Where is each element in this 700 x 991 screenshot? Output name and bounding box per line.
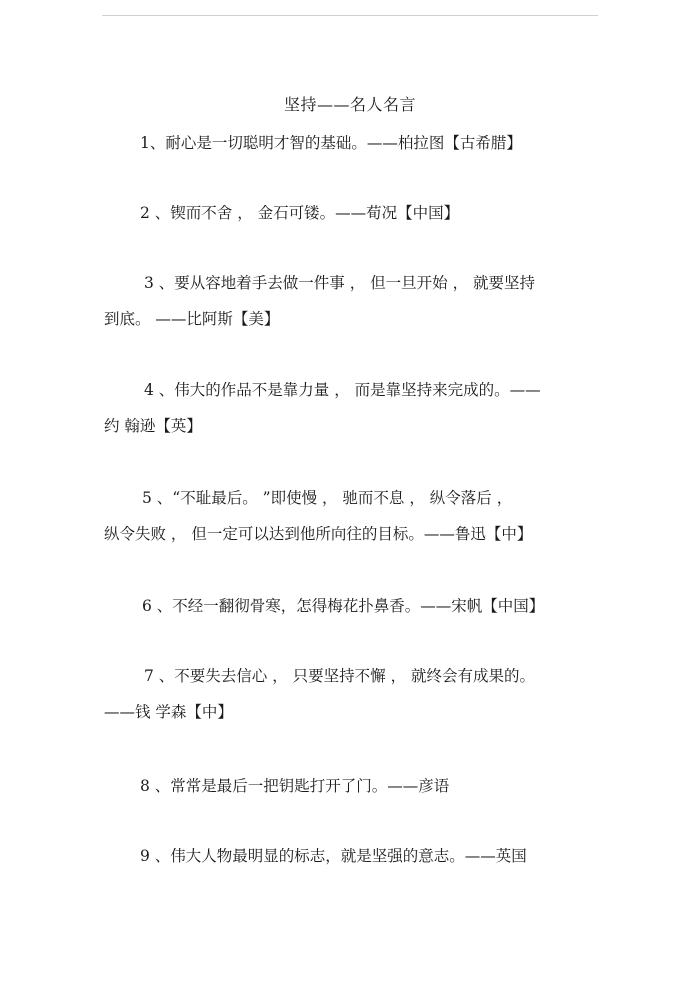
quote-item xyxy=(140,838,527,874)
quote-line: 9 、伟大人物最明显的标志，就是坚强的意志。——英国 xyxy=(140,847,527,865)
quote-line: 纵令失败 ， 但一定可以达到他所向往的目标。——鲁迅【中】 xyxy=(104,525,533,543)
quote-line: 1、耐心是一切聪明才智的基础。——柏拉图【古希腊】 xyxy=(140,134,522,152)
quote-item xyxy=(140,768,449,804)
quote-item xyxy=(140,125,522,161)
quote-line: 6 、不经一翻彻骨寒，怎得梅花扑鼻香。——宋帆【中国】 xyxy=(142,597,545,615)
quote-line: 5 、“不耻最后。 ”即使慢 ， 驰而不息 ， 纵令落后 ， xyxy=(142,489,513,507)
quote-line: 2 、锲而不舍 ， 金石可镂。——荀况【中国】 xyxy=(140,204,460,222)
quote-line: 8 、常常是最后一把钥匙打开了门。——彦语 xyxy=(140,777,450,795)
header-rule xyxy=(102,15,598,16)
quote-line: 3 、要从容地着手去做一件事 ， 但一旦开始 ， 就要坚持 xyxy=(144,274,535,292)
quote-line: 4 、伟大的作品不是靠力量 ， 而是靠坚持来完成的。—— xyxy=(144,381,541,399)
quote-line: 约 翰逊【英】 xyxy=(104,417,202,435)
quote-item xyxy=(104,480,532,552)
quote-item xyxy=(140,195,459,231)
quote-line: 到底。 ——比阿斯【美】 xyxy=(104,310,280,328)
quote-item xyxy=(142,588,544,624)
quote-line: ——钱 学森【中】 xyxy=(104,703,233,721)
quote-item xyxy=(104,658,535,730)
quote-item xyxy=(104,372,541,444)
document-title: 坚持——名人名言 xyxy=(283,95,416,114)
quote-item xyxy=(104,265,535,337)
quote-line: 7 、不要失去信心 ， 只要坚持不懈 ， 就终会有成果的。 xyxy=(144,667,535,685)
